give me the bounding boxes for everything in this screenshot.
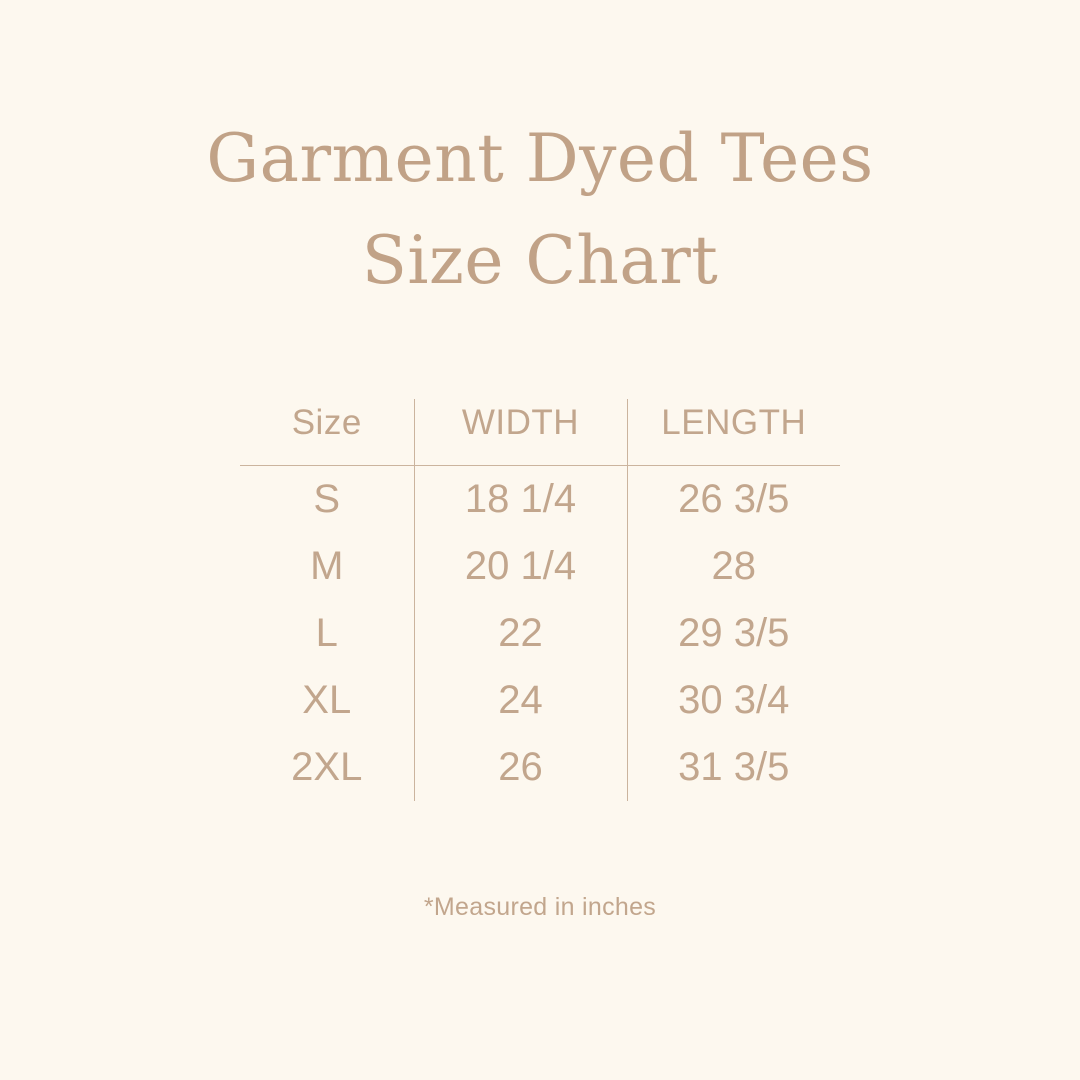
- column-header-length: LENGTH: [627, 399, 840, 466]
- cell-size: S: [313, 476, 341, 521]
- cell-length: 26 3/5: [627, 465, 840, 533]
- column-header-size: Size: [291, 402, 362, 442]
- title-line-1: Garment Dyed Tees: [206, 120, 874, 197]
- table-row: [240, 734, 840, 801]
- cell-length: 28: [627, 533, 840, 600]
- title-line-2: Size Chart: [361, 222, 719, 300]
- cell-length: 30 3/4: [627, 667, 840, 734]
- size-table-wrapper: [240, 399, 840, 801]
- cell-size: L: [315, 610, 338, 655]
- table-body: [240, 465, 840, 801]
- cell-length: 29 3/5: [627, 600, 840, 667]
- cell-size: 2XL: [291, 744, 363, 789]
- column-header-width: WIDTH: [414, 399, 627, 466]
- measurement-note: *Measured in inches: [423, 892, 657, 921]
- cell-width: 26: [414, 734, 627, 801]
- size-chart-table: [240, 399, 840, 801]
- table-row: [240, 533, 840, 600]
- cell-length: 31 3/5: [627, 734, 840, 801]
- cell-size: M: [310, 543, 344, 588]
- table-row: [240, 600, 840, 667]
- cell-width: 20 1/4: [414, 533, 627, 600]
- table-row: [240, 667, 840, 734]
- cell-size: XL: [302, 677, 352, 722]
- page-title: [206, 108, 873, 313]
- cell-width: 24: [414, 667, 627, 734]
- table-header: [240, 399, 840, 466]
- cell-width: 18 1/4: [414, 465, 627, 533]
- cell-width: 22: [414, 600, 627, 667]
- table-row: [240, 465, 840, 533]
- table-header-row: [240, 399, 840, 466]
